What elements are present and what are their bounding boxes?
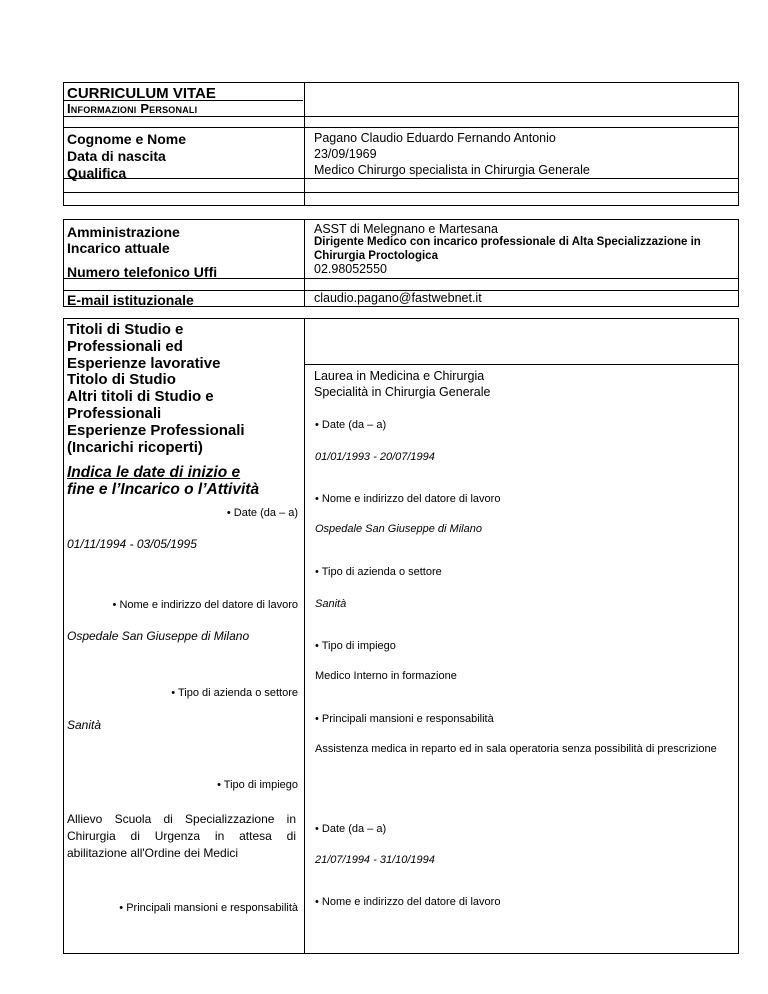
right-sector-label: • Tipo di azienda o settore — [315, 566, 442, 578]
row-divider — [64, 178, 738, 179]
row-divider — [64, 192, 738, 193]
administration-table — [63, 219, 739, 307]
section-subtitle: Informazioni Personali — [67, 101, 198, 116]
phone-label: Numero telefonico Uffi — [67, 264, 218, 280]
left-date-label: • Date (da – a) — [226, 507, 298, 519]
other-titles-label-line1: Altri titoli di Studio e — [67, 388, 214, 405]
right-date2-label: • Date (da – a) — [315, 823, 387, 835]
right-employer-label: • Nome e indirizzo del datore di lavoro — [315, 493, 501, 505]
experience-label-line2: (Incarichi ricoperti) — [67, 439, 203, 456]
degree-value: Laurea in Medicina e Chirurgia — [314, 369, 485, 383]
qualification-value: Medico Chirurgo specialista in Chirurgia Generale — [314, 163, 590, 177]
right-duties-value: Assistenza medica in reparto ed in sala operatoria senza possibilità di prescrizione — [315, 743, 717, 755]
name-value: Pagano Claudio Eduardo Fernando Antonio — [314, 131, 556, 145]
birth-value: 23/09/1969 — [314, 147, 377, 161]
email-value: claudio.pagano@fastwebnet.it — [314, 291, 482, 305]
right-sector-value: Sanità — [315, 598, 347, 610]
section-title-line2: Professionali ed — [67, 338, 183, 355]
row-divider — [64, 127, 738, 128]
column-divider — [304, 220, 305, 306]
left-sector-value: Sanità — [67, 718, 102, 732]
administration-value: ASST di Melegnano e Martesana — [314, 222, 498, 236]
right-job-value: Medico Interno in formazione — [315, 670, 457, 682]
section-title-line3: Esperienze lavorative — [67, 355, 221, 372]
cv-title: CURRICULUM VITAE — [67, 85, 216, 102]
degree-label: Titolo di Studio — [67, 371, 176, 388]
left-sector-label: • Tipo di azienda o settore — [171, 687, 298, 699]
qualification-label: Qualifica — [67, 165, 127, 181]
role-value-line1: Dirigente Medico con incarico professionale di Alta Specializzazione in — [314, 236, 701, 248]
email-label: E-mail istituzionale — [67, 292, 194, 308]
role-label: Incarico attuale — [67, 240, 170, 256]
right-duties-label: • Principali mansioni e responsabilità — [315, 713, 494, 725]
section-title-line1: Titoli di Studio e — [67, 321, 184, 338]
left-job-label: • Tipo di impiego — [217, 779, 298, 791]
administration-label: Amministrazione — [67, 224, 180, 240]
column-divider — [304, 319, 305, 953]
left-date-value: 01/11/1994 - 03/05/1995 — [67, 537, 197, 551]
instructions-line1: Indica le date di inizio e — [67, 464, 241, 481]
role-value-line2: Chirurgia Proctologica — [314, 250, 438, 262]
phone-value: 02.98052550 — [314, 262, 387, 276]
right-date-value: 01/01/1993 - 20/07/1994 — [315, 451, 435, 463]
experience-label-line1: Esperienze Professionali — [67, 422, 245, 439]
other-titles-value: Specialità in Chirurgia Generale — [314, 385, 491, 399]
experience-table — [63, 318, 739, 954]
instructions-line2: fine e l’Incarico o l’Attività — [67, 481, 260, 498]
right-employer-value: Ospedale San Giuseppe di Milano — [315, 523, 482, 535]
left-employer-value: Ospedale San Giuseppe di Milano — [67, 629, 250, 643]
column-divider — [304, 83, 305, 205]
birth-label: Data di nascita — [67, 148, 166, 164]
personal-info-table — [63, 82, 739, 206]
other-titles-label-line2: Professionali — [67, 405, 162, 422]
left-duties-label: • Principali mansioni e responsabilità — [119, 902, 298, 914]
left-employer-label: • Nome e indirizzo del datore di lavoro — [112, 599, 298, 611]
right-date-label: • Date (da – a) — [315, 419, 387, 431]
left-job-value: Allievo Scuola di Specializzazione in Chirurgia di Urgenza in attesa di abilitazione all'Ordine dei Medici — [67, 812, 296, 860]
name-label: Cognome e Nome — [67, 131, 187, 147]
right-job-label: • Tipo di impiego — [315, 640, 396, 652]
row-divider — [304, 364, 738, 365]
right-date2-value: 21/07/1994 - 31/10/1994 — [315, 854, 435, 866]
row-divider — [64, 116, 738, 117]
right-employer2-label: • Nome e indirizzo del datore di lavoro — [315, 896, 501, 908]
